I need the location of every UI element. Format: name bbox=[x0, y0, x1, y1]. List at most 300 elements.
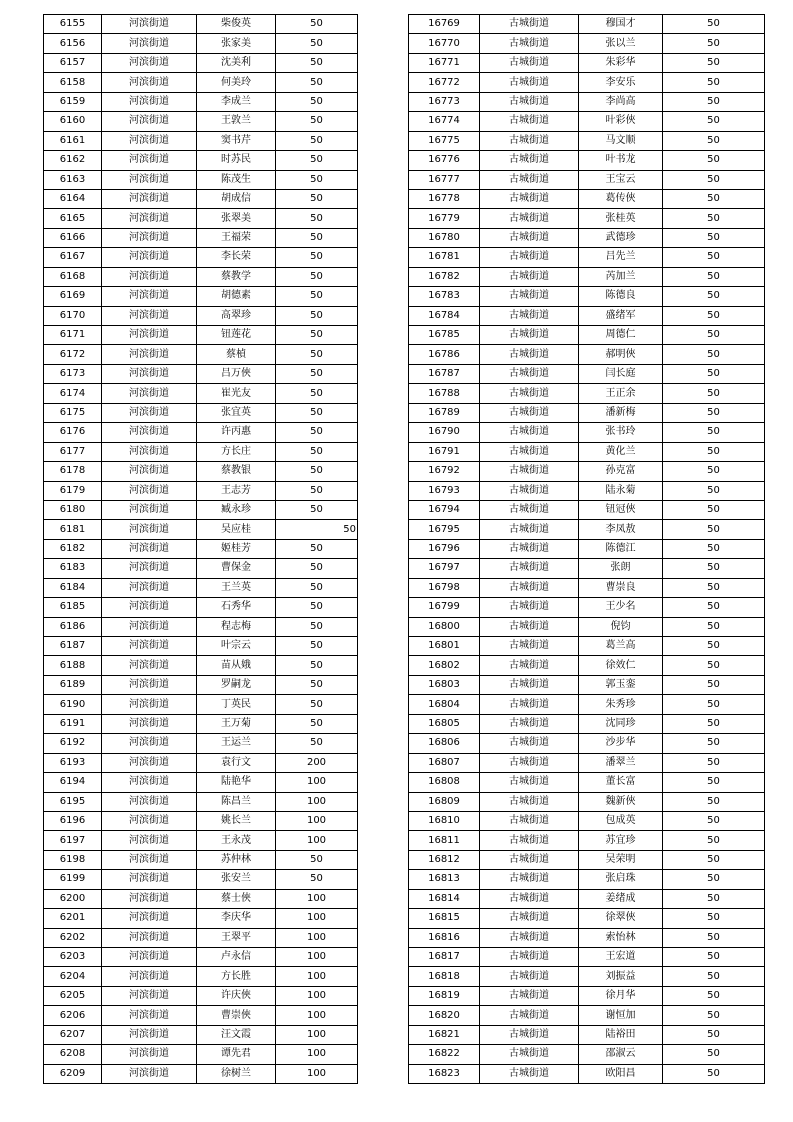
person-name-cell: 董长富 bbox=[579, 773, 663, 792]
record-number-cell: 6204 bbox=[44, 967, 102, 986]
table-row bbox=[44, 34, 358, 53]
person-name-cell: 李安乐 bbox=[579, 73, 663, 92]
table-row bbox=[409, 928, 765, 947]
street-office-cell: 古城街道 bbox=[480, 170, 579, 189]
person-name-cell: 臧永珍 bbox=[197, 500, 276, 519]
record-number-cell: 6173 bbox=[44, 364, 102, 383]
person-name-cell: 苏宜珍 bbox=[579, 831, 663, 850]
street-office-cell: 古城街道 bbox=[480, 209, 579, 228]
amount-cell: 50 bbox=[663, 831, 765, 850]
person-name-cell: 王宏道 bbox=[579, 948, 663, 967]
table-row bbox=[409, 1064, 765, 1083]
table-row bbox=[44, 559, 358, 578]
street-office-cell: 河滨街道 bbox=[102, 15, 197, 34]
record-number-cell: 6162 bbox=[44, 151, 102, 170]
amount-cell: 100 bbox=[276, 948, 358, 967]
table-row bbox=[44, 481, 358, 500]
street-office-cell: 河滨街道 bbox=[102, 811, 197, 830]
street-office-cell: 古城街道 bbox=[480, 306, 579, 325]
street-office-cell: 河滨街道 bbox=[102, 753, 197, 772]
amount-cell: 50 bbox=[663, 267, 765, 286]
amount-cell: 50 bbox=[663, 112, 765, 131]
record-number-cell: 6160 bbox=[44, 112, 102, 131]
table-row bbox=[409, 617, 765, 636]
record-number-cell: 16778 bbox=[409, 189, 480, 208]
person-name-cell: 葛兰高 bbox=[579, 637, 663, 656]
street-office-cell: 河滨街道 bbox=[102, 131, 197, 150]
person-name-cell: 叶彩俠 bbox=[579, 112, 663, 131]
street-office-cell: 河滨街道 bbox=[102, 151, 197, 170]
street-office-cell: 河滨街道 bbox=[102, 481, 197, 500]
person-name-cell: 汪文霞 bbox=[197, 1025, 276, 1044]
record-number-cell: 16820 bbox=[409, 1006, 480, 1025]
person-name-cell: 盛绪军 bbox=[579, 306, 663, 325]
amount-cell: 50 bbox=[276, 442, 358, 461]
amount-cell: 50 bbox=[663, 306, 765, 325]
table-row bbox=[409, 520, 765, 539]
person-name-cell: 孙克富 bbox=[579, 462, 663, 481]
person-name-cell: 何美玲 bbox=[197, 73, 276, 92]
amount-cell: 100 bbox=[276, 773, 358, 792]
table-row bbox=[44, 578, 358, 597]
record-number-cell: 6200 bbox=[44, 889, 102, 908]
person-name-cell: 李成兰 bbox=[197, 92, 276, 111]
amount-cell: 50 bbox=[663, 1064, 765, 1083]
person-name-cell: 王正余 bbox=[579, 384, 663, 403]
table-row bbox=[44, 151, 358, 170]
street-office-cell: 古城街道 bbox=[480, 326, 579, 345]
person-name-cell: 张家美 bbox=[197, 34, 276, 53]
street-office-cell: 古城街道 bbox=[480, 967, 579, 986]
person-name-cell: 朱彩华 bbox=[579, 53, 663, 72]
amount-cell: 50 bbox=[663, 909, 765, 928]
record-number-cell: 16784 bbox=[409, 306, 480, 325]
street-office-cell: 河滨街道 bbox=[102, 209, 197, 228]
amount-cell: 50 bbox=[276, 850, 358, 869]
record-number-cell: 6189 bbox=[44, 675, 102, 694]
record-number-cell: 6196 bbox=[44, 811, 102, 830]
street-office-cell: 古城街道 bbox=[480, 695, 579, 714]
table-row bbox=[409, 870, 765, 889]
street-office-cell: 河滨街道 bbox=[102, 1025, 197, 1044]
record-number-cell: 6207 bbox=[44, 1025, 102, 1044]
person-name-cell: 姜绪成 bbox=[579, 889, 663, 908]
table-row bbox=[44, 928, 358, 947]
amount-cell: 50 bbox=[276, 248, 358, 267]
table-row bbox=[409, 248, 765, 267]
street-office-cell: 河滨街道 bbox=[102, 656, 197, 675]
amount-cell: 50 bbox=[663, 53, 765, 72]
street-office-cell: 古城街道 bbox=[480, 831, 579, 850]
record-number-cell: 6175 bbox=[44, 403, 102, 422]
street-office-cell: 河滨街道 bbox=[102, 345, 197, 364]
street-office-cell: 河滨街道 bbox=[102, 112, 197, 131]
amount-cell: 50 bbox=[663, 481, 765, 500]
amount-cell: 50 bbox=[276, 598, 358, 617]
person-name-cell: 袁行文 bbox=[197, 753, 276, 772]
record-number-cell: 16806 bbox=[409, 734, 480, 753]
person-name-cell: 钮冠俠 bbox=[579, 500, 663, 519]
street-office-cell: 古城街道 bbox=[480, 248, 579, 267]
table-row bbox=[409, 1025, 765, 1044]
amount-cell: 100 bbox=[276, 889, 358, 908]
table-row bbox=[44, 1025, 358, 1044]
amount-cell: 50 bbox=[276, 209, 358, 228]
person-name-cell: 姚长兰 bbox=[197, 811, 276, 830]
street-office-cell: 河滨街道 bbox=[102, 986, 197, 1005]
table-row bbox=[409, 384, 765, 403]
person-name-cell: 姬桂芳 bbox=[197, 539, 276, 558]
table-row bbox=[409, 228, 765, 247]
table-row bbox=[44, 170, 358, 189]
street-office-cell: 古城街道 bbox=[480, 986, 579, 1005]
table-row bbox=[44, 364, 358, 383]
amount-cell: 50 bbox=[663, 734, 765, 753]
table-row bbox=[44, 714, 358, 733]
record-number-cell: 6178 bbox=[44, 462, 102, 481]
table-row bbox=[44, 384, 358, 403]
table-row bbox=[409, 1006, 765, 1025]
street-office-cell: 河滨街道 bbox=[102, 675, 197, 694]
table-row bbox=[44, 1045, 358, 1064]
table-row bbox=[409, 209, 765, 228]
amount-cell: 50 bbox=[663, 792, 765, 811]
person-name-cell: 高翠珍 bbox=[197, 306, 276, 325]
person-name-cell: 蔡教学 bbox=[197, 267, 276, 286]
record-number-cell: 16782 bbox=[409, 267, 480, 286]
record-number-cell: 16794 bbox=[409, 500, 480, 519]
amount-cell: 50 bbox=[663, 1025, 765, 1044]
person-name-cell: 王运兰 bbox=[197, 734, 276, 753]
table-row bbox=[409, 15, 765, 34]
person-name-cell: 吴荣明 bbox=[579, 850, 663, 869]
amount-cell: 50 bbox=[663, 92, 765, 111]
left-roster-body bbox=[44, 15, 358, 1084]
street-office-cell: 古城街道 bbox=[480, 948, 579, 967]
amount-cell: 50 bbox=[663, 500, 765, 519]
person-name-cell: 胡德素 bbox=[197, 287, 276, 306]
table-row bbox=[44, 831, 358, 850]
table-row bbox=[44, 500, 358, 519]
table-row bbox=[44, 889, 358, 908]
amount-cell: 50 bbox=[276, 73, 358, 92]
table-row bbox=[44, 773, 358, 792]
record-number-cell: 16798 bbox=[409, 578, 480, 597]
table-row bbox=[409, 889, 765, 908]
table-row bbox=[44, 811, 358, 830]
table-row bbox=[44, 753, 358, 772]
table-row bbox=[409, 695, 765, 714]
person-name-cell: 陈德良 bbox=[579, 287, 663, 306]
amount-cell: 100 bbox=[276, 831, 358, 850]
amount-cell: 50 bbox=[276, 500, 358, 519]
record-number-cell: 16780 bbox=[409, 228, 480, 247]
person-name-cell: 张宜英 bbox=[197, 403, 276, 422]
table-row bbox=[409, 170, 765, 189]
street-office-cell: 古城街道 bbox=[480, 462, 579, 481]
table-row bbox=[409, 773, 765, 792]
table-row bbox=[44, 248, 358, 267]
person-name-cell: 王宝云 bbox=[579, 170, 663, 189]
table-row bbox=[44, 850, 358, 869]
street-office-cell: 河滨街道 bbox=[102, 889, 197, 908]
amount-cell: 200 bbox=[276, 753, 358, 772]
record-number-cell: 16802 bbox=[409, 656, 480, 675]
record-number-cell: 6205 bbox=[44, 986, 102, 1005]
amount-cell: 100 bbox=[276, 967, 358, 986]
table-row bbox=[44, 423, 358, 442]
table-row bbox=[409, 481, 765, 500]
amount-cell: 50 bbox=[276, 637, 358, 656]
record-number-cell: 16819 bbox=[409, 986, 480, 1005]
street-office-cell: 古城街道 bbox=[480, 811, 579, 830]
person-name-cell: 吴应桂 bbox=[197, 520, 276, 539]
amount-cell: 50 bbox=[663, 364, 765, 383]
amount-cell: 50 bbox=[663, 189, 765, 208]
record-number-cell: 16808 bbox=[409, 773, 480, 792]
person-name-cell: 张桂英 bbox=[579, 209, 663, 228]
table-row bbox=[409, 598, 765, 617]
table-row bbox=[409, 967, 765, 986]
amount-cell: 50 bbox=[663, 637, 765, 656]
amount-cell: 50 bbox=[276, 675, 358, 694]
amount-cell: 50 bbox=[663, 15, 765, 34]
amount-cell: 50 bbox=[276, 326, 358, 345]
table-row bbox=[44, 403, 358, 422]
person-name-cell: 谭先君 bbox=[197, 1045, 276, 1064]
amount-cell: 50 bbox=[663, 287, 765, 306]
street-office-cell: 古城街道 bbox=[480, 442, 579, 461]
record-number-cell: 6199 bbox=[44, 870, 102, 889]
person-name-cell: 王志芳 bbox=[197, 481, 276, 500]
left-roster-table bbox=[43, 14, 358, 1084]
person-name-cell: 李庆华 bbox=[197, 909, 276, 928]
record-number-cell: 6179 bbox=[44, 481, 102, 500]
table-row bbox=[44, 287, 358, 306]
amount-cell: 50 bbox=[663, 384, 765, 403]
record-number-cell: 6164 bbox=[44, 189, 102, 208]
street-office-cell: 河滨街道 bbox=[102, 637, 197, 656]
street-office-cell: 古城街道 bbox=[480, 637, 579, 656]
record-number-cell: 16818 bbox=[409, 967, 480, 986]
record-number-cell: 16783 bbox=[409, 287, 480, 306]
person-name-cell: 索怡林 bbox=[579, 928, 663, 947]
person-name-cell: 倪钧 bbox=[579, 617, 663, 636]
street-office-cell: 河滨街道 bbox=[102, 1064, 197, 1083]
amount-cell: 50 bbox=[276, 53, 358, 72]
person-name-cell: 程志梅 bbox=[197, 617, 276, 636]
person-name-cell: 陆裕田 bbox=[579, 1025, 663, 1044]
table-row bbox=[409, 34, 765, 53]
amount-cell: 50 bbox=[663, 889, 765, 908]
amount-cell: 50 bbox=[276, 384, 358, 403]
record-number-cell: 16775 bbox=[409, 131, 480, 150]
table-row bbox=[44, 675, 358, 694]
street-office-cell: 河滨街道 bbox=[102, 73, 197, 92]
table-row bbox=[409, 423, 765, 442]
amount-cell: 50 bbox=[663, 811, 765, 830]
record-number-cell: 16805 bbox=[409, 714, 480, 733]
street-office-cell: 河滨街道 bbox=[102, 306, 197, 325]
record-number-cell: 6187 bbox=[44, 637, 102, 656]
street-office-cell: 河滨街道 bbox=[102, 403, 197, 422]
record-number-cell: 16788 bbox=[409, 384, 480, 403]
record-number-cell: 16776 bbox=[409, 151, 480, 170]
table-row bbox=[44, 209, 358, 228]
person-name-cell: 胡成信 bbox=[197, 189, 276, 208]
record-number-cell: 16813 bbox=[409, 870, 480, 889]
street-office-cell: 河滨街道 bbox=[102, 695, 197, 714]
right-roster-body bbox=[409, 15, 765, 1084]
person-name-cell: 蔡教银 bbox=[197, 462, 276, 481]
record-number-cell: 16814 bbox=[409, 889, 480, 908]
street-office-cell: 河滨街道 bbox=[102, 773, 197, 792]
table-row bbox=[409, 539, 765, 558]
amount-cell: 50 bbox=[276, 520, 358, 539]
amount-cell: 50 bbox=[276, 617, 358, 636]
amount-cell: 50 bbox=[663, 986, 765, 1005]
record-number-cell: 16797 bbox=[409, 559, 480, 578]
person-name-cell: 卢永信 bbox=[197, 948, 276, 967]
person-name-cell: 李尚高 bbox=[579, 92, 663, 111]
record-number-cell: 6201 bbox=[44, 909, 102, 928]
table-row bbox=[44, 228, 358, 247]
street-office-cell: 河滨街道 bbox=[102, 578, 197, 597]
street-office-cell: 河滨街道 bbox=[102, 870, 197, 889]
amount-cell: 100 bbox=[276, 986, 358, 1005]
amount-cell: 50 bbox=[663, 539, 765, 558]
amount-cell: 50 bbox=[663, 248, 765, 267]
amount-cell: 100 bbox=[276, 909, 358, 928]
street-office-cell: 古城街道 bbox=[480, 889, 579, 908]
record-number-cell: 16789 bbox=[409, 403, 480, 422]
record-number-cell: 6195 bbox=[44, 792, 102, 811]
street-office-cell: 河滨街道 bbox=[102, 248, 197, 267]
person-name-cell: 叶书龙 bbox=[579, 151, 663, 170]
table-row bbox=[409, 500, 765, 519]
person-name-cell: 刘振益 bbox=[579, 967, 663, 986]
record-number-cell: 16810 bbox=[409, 811, 480, 830]
table-row bbox=[409, 92, 765, 111]
person-name-cell: 柴俊英 bbox=[197, 15, 276, 34]
person-name-cell: 张启珠 bbox=[579, 870, 663, 889]
record-number-cell: 16821 bbox=[409, 1025, 480, 1044]
amount-cell: 50 bbox=[276, 656, 358, 675]
table-row bbox=[44, 112, 358, 131]
table-row bbox=[409, 131, 765, 150]
record-number-cell: 6184 bbox=[44, 578, 102, 597]
record-number-cell: 6159 bbox=[44, 92, 102, 111]
table-row bbox=[44, 1064, 358, 1083]
record-number-cell: 16812 bbox=[409, 850, 480, 869]
street-office-cell: 古城街道 bbox=[480, 656, 579, 675]
record-number-cell: 6161 bbox=[44, 131, 102, 150]
street-office-cell: 河滨街道 bbox=[102, 967, 197, 986]
person-name-cell: 沈美利 bbox=[197, 53, 276, 72]
street-office-cell: 古城街道 bbox=[480, 423, 579, 442]
person-name-cell: 时苏民 bbox=[197, 151, 276, 170]
person-name-cell: 徐树兰 bbox=[197, 1064, 276, 1083]
amount-cell: 100 bbox=[276, 1064, 358, 1083]
amount-cell: 50 bbox=[663, 598, 765, 617]
record-number-cell: 16793 bbox=[409, 481, 480, 500]
amount-cell: 50 bbox=[663, 714, 765, 733]
record-number-cell: 16774 bbox=[409, 112, 480, 131]
person-name-cell: 欧阳昌 bbox=[579, 1064, 663, 1083]
table-row bbox=[44, 792, 358, 811]
person-name-cell: 沙步华 bbox=[579, 734, 663, 753]
person-name-cell: 李长荣 bbox=[197, 248, 276, 267]
amount-cell: 100 bbox=[276, 1045, 358, 1064]
table-row bbox=[409, 656, 765, 675]
table-row bbox=[44, 986, 358, 1005]
amount-cell: 50 bbox=[276, 481, 358, 500]
street-office-cell: 河滨街道 bbox=[102, 539, 197, 558]
record-number-cell: 6193 bbox=[44, 753, 102, 772]
amount-cell: 50 bbox=[663, 850, 765, 869]
person-name-cell: 张翠美 bbox=[197, 209, 276, 228]
table-row bbox=[409, 831, 765, 850]
record-number-cell: 16817 bbox=[409, 948, 480, 967]
table-row bbox=[409, 462, 765, 481]
street-office-cell: 河滨街道 bbox=[102, 909, 197, 928]
amount-cell: 50 bbox=[663, 559, 765, 578]
amount-cell: 50 bbox=[276, 34, 358, 53]
person-name-cell: 徐翠俠 bbox=[579, 909, 663, 928]
person-name-cell: 陈德江 bbox=[579, 539, 663, 558]
street-office-cell: 古城街道 bbox=[480, 189, 579, 208]
person-name-cell: 方长庄 bbox=[197, 442, 276, 461]
person-name-cell: 窦书芹 bbox=[197, 131, 276, 150]
street-office-cell: 古城街道 bbox=[480, 773, 579, 792]
amount-cell: 50 bbox=[663, 345, 765, 364]
amount-cell: 50 bbox=[663, 617, 765, 636]
record-number-cell: 16799 bbox=[409, 598, 480, 617]
table-row bbox=[44, 131, 358, 150]
record-number-cell: 16822 bbox=[409, 1045, 480, 1064]
amount-cell: 50 bbox=[663, 753, 765, 772]
amount-cell: 50 bbox=[276, 734, 358, 753]
person-name-cell: 穆国才 bbox=[579, 15, 663, 34]
person-name-cell: 陈茂生 bbox=[197, 170, 276, 189]
table-row bbox=[409, 403, 765, 422]
table-row bbox=[409, 267, 765, 286]
record-number-cell: 6203 bbox=[44, 948, 102, 967]
amount-cell: 50 bbox=[276, 423, 358, 442]
person-name-cell: 吕万俠 bbox=[197, 364, 276, 383]
street-office-cell: 古城街道 bbox=[480, 870, 579, 889]
record-number-cell: 6198 bbox=[44, 850, 102, 869]
amount-cell: 50 bbox=[663, 326, 765, 345]
record-number-cell: 6170 bbox=[44, 306, 102, 325]
record-number-cell: 6180 bbox=[44, 500, 102, 519]
record-number-cell: 16777 bbox=[409, 170, 480, 189]
amount-cell: 50 bbox=[663, 967, 765, 986]
record-number-cell: 6209 bbox=[44, 1064, 102, 1083]
table-row bbox=[409, 189, 765, 208]
person-name-cell: 王少名 bbox=[579, 598, 663, 617]
person-name-cell: 周德仁 bbox=[579, 326, 663, 345]
person-name-cell: 陈昌兰 bbox=[197, 792, 276, 811]
record-number-cell: 6185 bbox=[44, 598, 102, 617]
amount-cell: 50 bbox=[276, 287, 358, 306]
record-number-cell: 6155 bbox=[44, 15, 102, 34]
street-office-cell: 古城街道 bbox=[480, 151, 579, 170]
table-row bbox=[409, 442, 765, 461]
street-office-cell: 河滨街道 bbox=[102, 364, 197, 383]
person-name-cell: 王福荣 bbox=[197, 228, 276, 247]
person-name-cell: 曹崇良 bbox=[579, 578, 663, 597]
